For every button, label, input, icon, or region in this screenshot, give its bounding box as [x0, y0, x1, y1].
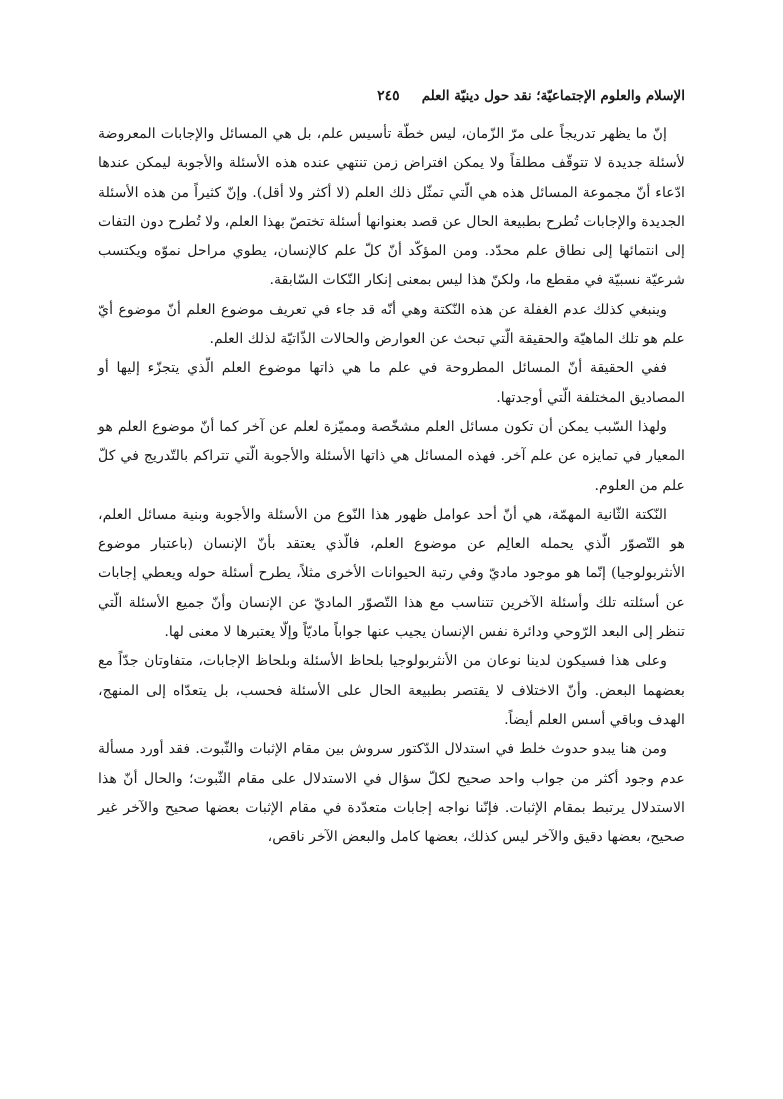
paragraph-3: ففي الحقيقة أنّ المسائل المطروحة في علم ما هي ذاتها موضوع العلم الّذي يتجزّء إليها أو المصاديق المختلفة الّتي أوجدتها.: [98, 360, 685, 406]
paragraph-7: ومن هنا يبدو حدوث خلط في استدلال الدّكتور سروش بين مقام الإثبات والثّبوت. فقد أورد مسألة عدم وجود أكثر من جواب واحد صحيح لكلّ سؤال في الاستدلال على مقام الثّبوت؛ والحال أنّ هذا الاستدلال يرتبط بمقام الإثبات. فإنّنا نواجه إجابات متعدّدة في مقام الإثبات بعضها صحيح والآخر غير صحيح، بعضها دقيق والآخر ليس كذلك، بعضها كامل والبعض الآخر ناقص،: [98, 741, 685, 846]
body-text: [98, 120, 685, 852]
running-header: [98, 88, 685, 112]
page-number: ٢٤٥: [377, 88, 400, 104]
paragraph-2: وينبغي كذلك عدم الغفلة عن هذه النّكتة وهي أنّه قد جاء في تعريف موضوع العلم أنّ موضوع أيّ علم هو تلك الماهيّة والحقيقة الّتي تبحث عن العوارض والحالات الذّاتيّة لذلك العلم.: [98, 301, 685, 348]
paragraph-6: وعلى هذا فسيكون لدينا نوعان من الأنثربولوجيا بلحاظ الأسئلة وبلحاظ الإجابات، متفاوتان جدّاً مع بعضهما البعض. وأنّ الاختلاف لا يقتصر بطبيعة الحال على الأسئلة فحسب، بل يتعدّاه إلى المنهج، الهدف وباقي أسس العلم أيضاً.: [98, 653, 685, 728]
paragraph-1: إنّ ما يظهر تدريجاً على مرّ الزّمان، ليس خطّة تأسيس علم، بل هي المسائل والإجابات المعروضة لأسئلة جديدة لا تتوقّف مطلقاً ولا يمكن افتراض زمن تنتهي عنده هذه الأسئلة والأجوبة ليمكن عندها ادّعاء أنّ مجموعة المسائل هذه هي الّتي تمثّل ذلك العلم (لا أكثر ولا أقل). وإنّ كثيراً من هذه الأسئلة الجديدة والإجابات تُطرح بطبيعة الحال عن قصد بعنوانها أسئلة تختصّ بهذا العلم، ولا تُطرح دون التفات إلى انتمائها إلى نطاق علم محدّد. ومن المؤكّد أنّ كلّ علم كالإنسان، يطوي مراحل نموّه ويكتسب شرعيّة نسبيّة في مقطع ما، ولكنّ هذا ليس بمعنى إنكار النّكات السّابقة.: [98, 126, 685, 289]
paragraph-4: ولهذا السّبب يمكن أن تكون مسائل العلم مشخّصة ومميّزة لعلم عن آخر كما أنّ موضوع العلم هو المعيار في تمايزه عن علم آخر. فهذه المسائل هي ذاتها الأسئلة والأجوبة الّتي تتراكم بالتّدريج في كلّ علم من العلوم.: [98, 418, 685, 494]
running-header-title: الإسلام والعلوم الإجتماعيّة؛ نقد حول دينيّة العلم: [421, 88, 685, 104]
paragraph-5: النّكتة الثّانية المهمّة، هي أنّ أحد عوامل ظهور هذا النّوع من الأسئلة والأجوبة وبنية مسائل العلم، هو التّصوّر الّذي يحمله العالِم عن موضوع العلم، فالّذي يعتقد بأنّ الإنسان (باعتبار موضوع الأنثربولوجيا) إنّما هو موجود ماديّ وفي رتبة الحيوانات الأخرى مثلاً، يطرح أسئلة حوله ويعطي إجابات عن أسئلته تلك وأسئلة الآخرين تتناسب مع هذا التّصوّر الماديّ عن الإنسان وأنّ جميع الأسئلة الّتي تنظر إلى البعد الرّوحي ودائرة نفس الإنسان يجيب عنها جواباً ماديّاً وإلّا يعتبرها لا معنى لها.: [98, 506, 685, 641]
